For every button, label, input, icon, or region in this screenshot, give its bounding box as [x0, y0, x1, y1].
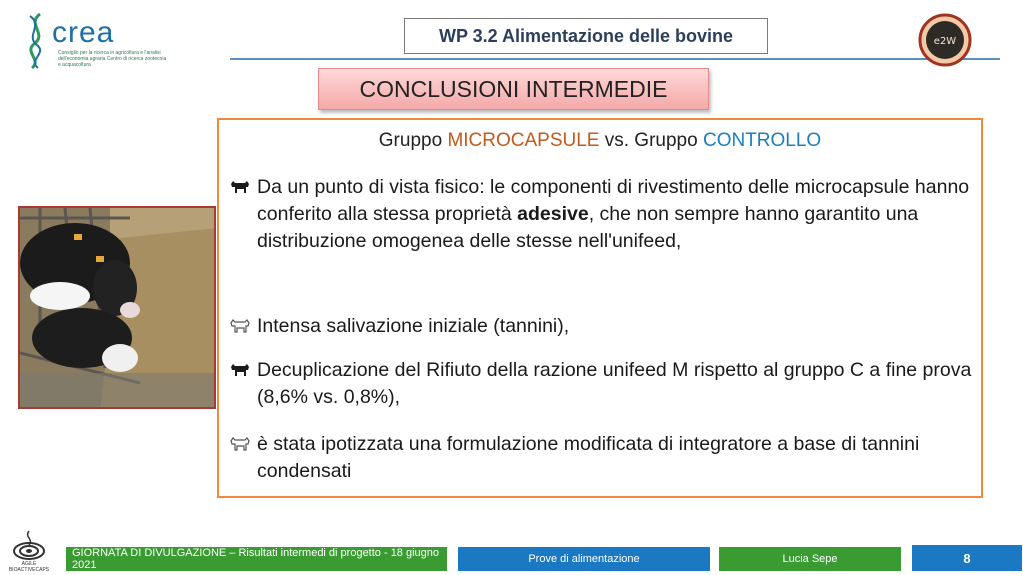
cows-feeding-photo — [18, 206, 216, 409]
footer-event-bar: GIORNATA DI DIVULGAZIONE – Risultati intermedi di progetto - 18 giugno 2021 — [66, 547, 447, 571]
cow-bullet-icon — [229, 178, 251, 196]
page-number: 8 — [912, 545, 1022, 571]
group-versus: vs. Gruppo — [599, 130, 703, 151]
work-package-title: WP 3.2 Alimentazione delle bovine — [404, 18, 768, 54]
project-emblem-icon — [918, 13, 972, 67]
group-prefix: Gruppo — [378, 130, 448, 151]
group-comparison-line — [219, 130, 981, 152]
emblem-label: e2W — [933, 36, 957, 47]
footer-author-bar: Lucia Sepe — [719, 547, 901, 571]
cow-outline-bullet-icon — [229, 435, 251, 453]
crea-logo — [22, 10, 167, 72]
group-control: CONTROLLO — [702, 130, 822, 151]
header-divider — [230, 58, 1000, 60]
bullet-text: è stata ipotizzata una formulazione modificata di integratore a base di tannini condensati — [257, 433, 920, 482]
group-microcapsule: MICROCAPSULE — [447, 130, 600, 151]
bullet-bold-term: adesive — [517, 203, 589, 225]
bullet-item — [229, 313, 979, 340]
slide-title-banner: CONCLUSIONI INTERMEDIE — [318, 68, 709, 110]
footer-logo-label: AGILE BIOACTIVECAPS — [8, 561, 50, 573]
cow-outline-bullet-icon — [229, 317, 251, 335]
logo-wordmark: crea — [52, 16, 115, 49]
bullet-item — [229, 431, 979, 485]
logo-tagline: Consiglio per la ricerca in agricoltura e l'analisi dell'economia agraria Centro di ricerca zootecnia e acquacoltura — [58, 50, 167, 68]
footer-topic-bar: Prove di alimentazione — [458, 547, 710, 571]
bullet-item — [229, 357, 979, 411]
dna-helix-icon — [22, 10, 52, 70]
bullet-text: Intensa salivazione iniziale (tannini), — [257, 315, 570, 337]
bullet-item — [229, 174, 979, 255]
bullet-text: Decuplicazione del Rifiuto della razione unifeed M rispetto al gruppo C a fine prova (8,6% vs. 0,8%), — [257, 359, 972, 408]
bullet-text: Da un punto di vista fisico: le componenti di rivestimento delle microcapsule hanno conferito alla stessa proprietà — [257, 176, 970, 225]
cow-bullet-icon — [229, 361, 251, 379]
conclusions-panel — [217, 118, 983, 498]
bullet-text-end: , che non sempre hanno garantito una distribuzione omogenea delle stesse nell'unifeed, — [257, 203, 919, 252]
